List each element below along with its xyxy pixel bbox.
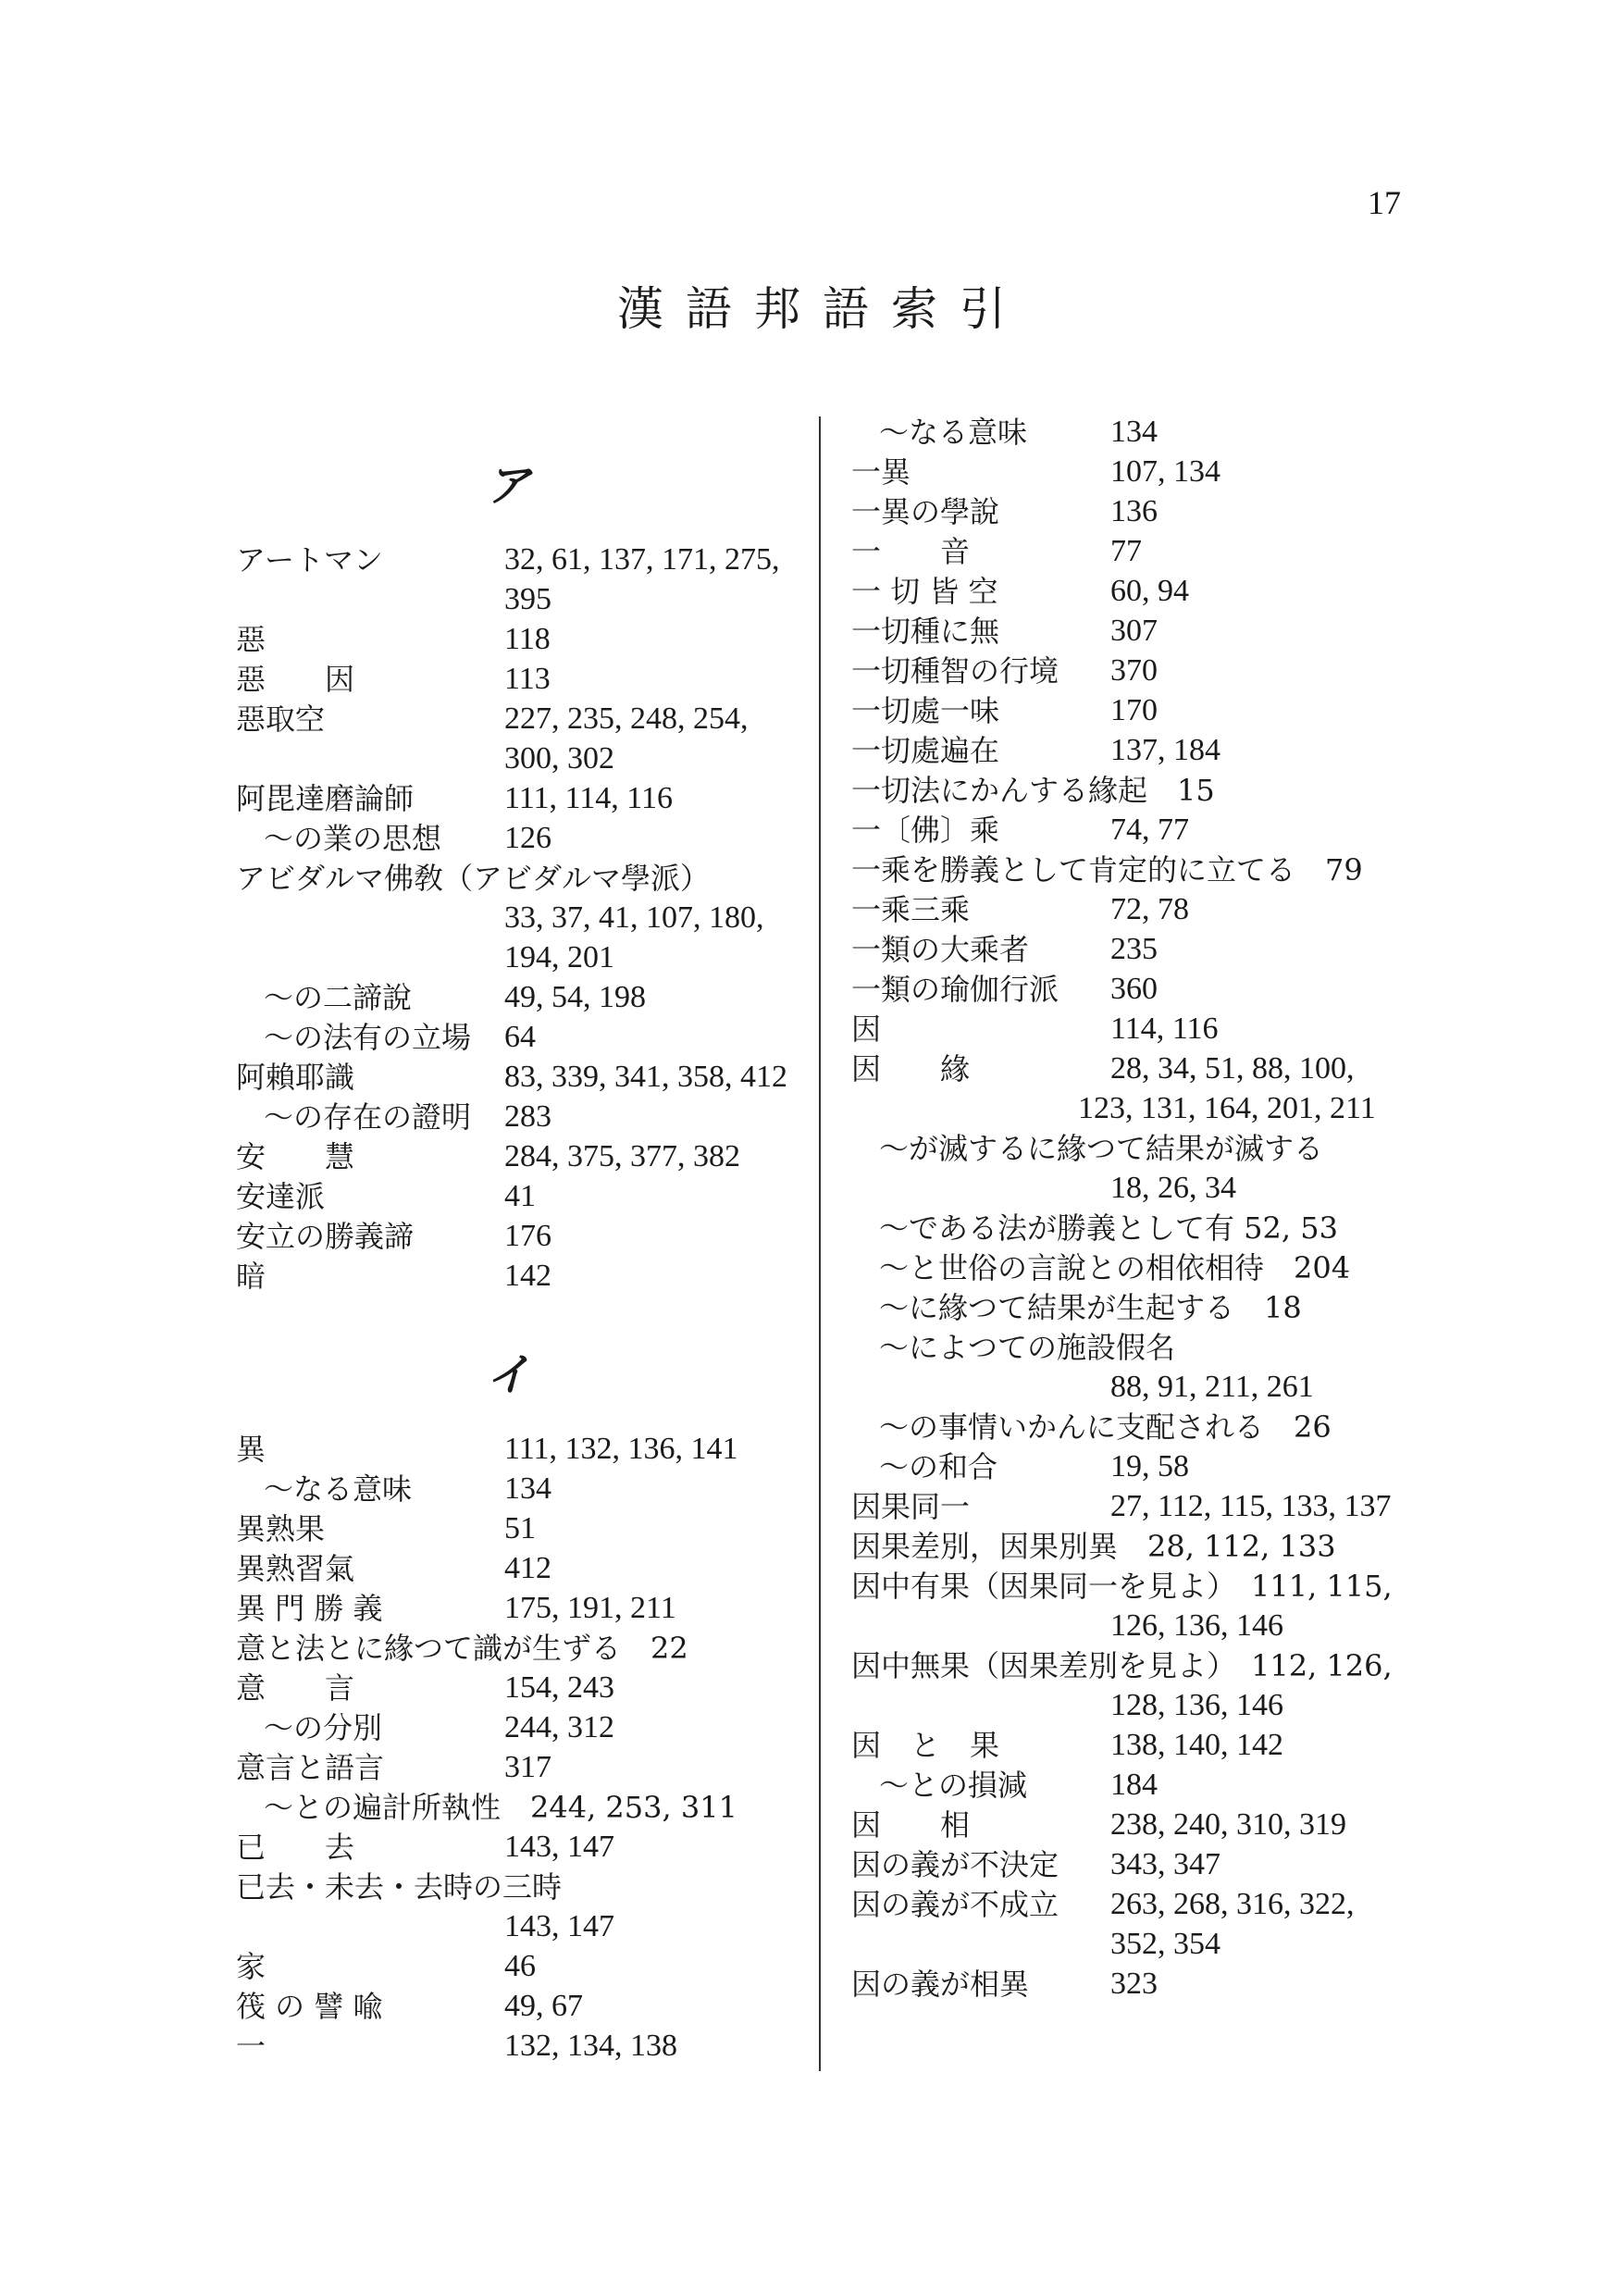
- index-term: 因果差別，因果別異 28, 112, 133: [851, 1529, 1336, 1564]
- index-pages: 33, 37, 41, 107, 180,: [504, 900, 764, 935]
- section-heading: ア: [486, 460, 531, 512]
- index-entry: [236, 1827, 828, 1868]
- index-pages: 134: [1110, 415, 1158, 449]
- index-entry: [236, 1548, 828, 1589]
- index-pages: 126: [504, 821, 551, 855]
- index-entry: [236, 1097, 828, 1137]
- index-pages: 113: [504, 662, 551, 696]
- index-entry: [851, 611, 1443, 652]
- index-entry: [851, 412, 1443, 453]
- index-term: 異熟果: [236, 1511, 326, 1546]
- index-entry: [851, 1367, 1443, 1408]
- index-term: ～と世俗の言說との相依相待 204: [879, 1250, 1351, 1285]
- index-pages: 49, 67: [504, 1989, 583, 2023]
- index-term: 阿毘達磨論師: [236, 781, 415, 816]
- index-pages: 132, 134, 138: [504, 2029, 677, 2063]
- index-entry: [851, 730, 1443, 771]
- index-pages: 244, 312: [504, 1710, 614, 1744]
- index-term: 意言と語言: [236, 1750, 385, 1785]
- index-term: ～に緣つて結果が生起する 18: [879, 1290, 1302, 1325]
- index-entry: [851, 651, 1443, 691]
- index-entry: [236, 1216, 828, 1257]
- index-term: 意と法とに緣つて識が生ずる 22: [236, 1631, 688, 1666]
- index-term: 一類の瑜伽行派: [851, 972, 1059, 1007]
- index-term: 一 切 皆 空: [851, 574, 998, 609]
- index-entry: [236, 1707, 828, 1748]
- index-entry: [851, 1088, 1443, 1129]
- index-term: 安達派: [236, 1179, 326, 1214]
- index-term: 惡: [236, 622, 266, 657]
- index-entry: [236, 1429, 828, 1470]
- index-term: ～の分別: [264, 1710, 383, 1745]
- index-term: 一切處一味: [851, 693, 1000, 728]
- index-term: 因果同一: [851, 1489, 971, 1524]
- index-pages: 111, 114, 116: [504, 781, 673, 815]
- index-entry: [851, 1327, 1443, 1368]
- index-pages: 317: [504, 1750, 551, 1784]
- index-pages: 142: [504, 1259, 551, 1293]
- index-pages: 114, 116: [1110, 1011, 1219, 1046]
- index-entry: [851, 1725, 1443, 1766]
- index-entry: [851, 1446, 1443, 1487]
- index-pages: 136: [1110, 494, 1158, 528]
- index-pages: 64: [504, 1020, 536, 1054]
- index-term: ～の二諦說: [264, 980, 413, 1015]
- index-pages: 126, 136, 146: [1110, 1608, 1283, 1643]
- index-entry: [851, 1208, 1443, 1248]
- index-entry: [851, 531, 1443, 572]
- index-entry: [851, 1805, 1443, 1845]
- index-term: 安立の勝義諦: [236, 1219, 415, 1254]
- index-pages: 154, 243: [504, 1670, 614, 1705]
- index-term: ～の存在の證明: [264, 1099, 472, 1135]
- index-term: 因 相: [851, 1807, 971, 1843]
- index-term: 已去・未去・去時の三時: [236, 1869, 563, 1905]
- index-pages: 138, 140, 142: [1110, 1728, 1283, 1762]
- index-pages: 32, 61, 137, 171, 275,: [504, 542, 780, 577]
- index-term: 因の義が不決定: [851, 1847, 1059, 1882]
- index-pages: 395: [504, 582, 551, 616]
- index-entry: [851, 571, 1443, 612]
- index-pages: 72, 78: [1110, 892, 1189, 926]
- index-term: 一異の學說: [851, 494, 1000, 529]
- index-pages: 360: [1110, 972, 1158, 1006]
- index-pages: 370: [1110, 653, 1158, 688]
- index-entry: [851, 1964, 1443, 2004]
- index-term: 一切種智の行境: [851, 653, 1059, 689]
- index-pages: 412: [504, 1551, 551, 1585]
- index-term: 異: [236, 1432, 266, 1467]
- page-number: 17: [1368, 184, 1401, 221]
- index-pages: 176: [504, 1219, 551, 1253]
- index-entry: [851, 1526, 1443, 1567]
- index-entry: [236, 1588, 828, 1629]
- index-entry: [236, 858, 828, 899]
- index-term: ～との損減: [879, 1768, 1028, 1803]
- index-pages: 194, 201: [504, 940, 614, 974]
- index-entry: [851, 1645, 1443, 1686]
- index-entry: [236, 1867, 828, 1907]
- index-term: 意 言: [236, 1670, 355, 1706]
- index-entry: [236, 540, 828, 580]
- index-entry: [236, 1906, 828, 1947]
- index-pages: 19, 58: [1110, 1449, 1189, 1483]
- index-pages: 283: [504, 1099, 551, 1134]
- index-pages: 284, 375, 377, 382: [504, 1139, 740, 1173]
- index-term: 因 緣: [851, 1051, 971, 1086]
- index-pages: 227, 235, 248, 254,: [504, 701, 749, 736]
- index-entry: [236, 579, 828, 620]
- index-entry: [851, 452, 1443, 492]
- index-entry: [851, 1844, 1443, 1885]
- index-pages: 88, 91, 211, 261: [1110, 1370, 1314, 1404]
- index-term: 一〔佛〕乘: [851, 813, 1000, 848]
- index-entry: [236, 1986, 828, 2027]
- index-entry: [236, 1256, 828, 1297]
- index-entry: [851, 1049, 1443, 1089]
- index-pages: 27, 112, 115, 133, 137: [1110, 1489, 1392, 1523]
- index-pages: 307: [1110, 614, 1158, 648]
- index-pages: 107, 134: [1110, 454, 1220, 489]
- index-entry: [236, 1057, 828, 1098]
- index-pages: 128, 136, 146: [1110, 1688, 1283, 1722]
- index-pages: 83, 339, 341, 358, 412: [504, 1060, 787, 1094]
- index-entry: [236, 1017, 828, 1058]
- index-entry: [851, 1685, 1443, 1726]
- index-entry: [236, 778, 828, 819]
- index-pages: 111, 132, 136, 141: [504, 1432, 738, 1466]
- index-pages: 74, 77: [1110, 813, 1189, 847]
- index-term: ～との遍計所執性 244, 253, 311: [264, 1790, 737, 1825]
- page-title: 漢語邦語索引: [617, 282, 1028, 336]
- index-entry: [851, 1486, 1443, 1527]
- index-term: 一類の大乘者: [851, 932, 1030, 967]
- index-entry: [236, 619, 828, 660]
- index-term: 一乘を勝義として肯定的に立てる 79: [851, 852, 1363, 887]
- index-entry: [236, 937, 828, 978]
- index-pages: 352, 354: [1110, 1927, 1220, 1961]
- index-pages: 77: [1110, 534, 1142, 568]
- index-term: 異 門 勝 義: [236, 1591, 383, 1626]
- index-entry: [236, 977, 828, 1018]
- index-entry: [236, 1668, 828, 1708]
- index-term: 阿賴耶識: [236, 1060, 355, 1095]
- index-entry: [236, 818, 828, 859]
- index-pages: 118: [504, 622, 551, 656]
- index-term: アートマン: [236, 542, 384, 577]
- index-entry: [851, 1247, 1443, 1288]
- index-term: 暗: [236, 1259, 266, 1294]
- index-term: ～の和合: [879, 1449, 998, 1484]
- index-pages: 323: [1110, 1967, 1158, 2001]
- index-entry: [851, 1407, 1443, 1447]
- index-entry: [851, 1009, 1443, 1049]
- index-term: 因の義が相異: [851, 1967, 1030, 2002]
- index-pages: 18, 26, 34: [1110, 1171, 1236, 1205]
- index-pages: 175, 191, 211: [504, 1591, 676, 1625]
- index-pages: 123, 131, 164, 201, 211: [1078, 1091, 1376, 1125]
- index-pages: 143, 147: [504, 1909, 614, 1943]
- index-term: 一: [236, 2029, 266, 2064]
- index-term: ～である法が勝義として有 52, 53: [879, 1210, 1338, 1246]
- index-term: ～なる意味: [264, 1471, 413, 1507]
- index-pages: 46: [504, 1949, 536, 1983]
- index-term: 家: [236, 1949, 266, 1984]
- index-term: 因の義が不成立: [851, 1887, 1059, 1922]
- index-term: 一切種に無: [851, 614, 1000, 649]
- index-pages: 170: [1110, 693, 1158, 727]
- index-term: 惡取空: [236, 701, 326, 737]
- index-term: 因: [851, 1011, 882, 1047]
- index-entry: [851, 889, 1443, 930]
- index-entry: [236, 1946, 828, 1987]
- index-term: 一切處遍在: [851, 733, 1000, 768]
- index-term: 一切法にかんする緣起 15: [851, 773, 1215, 808]
- index-entry: [236, 1628, 828, 1669]
- index-entry: [851, 1765, 1443, 1806]
- index-term: 已 去: [236, 1830, 355, 1865]
- index-pages: 238, 240, 310, 319: [1110, 1807, 1346, 1842]
- section-heading: イ: [486, 1349, 531, 1401]
- index-term: ～の業の思想: [264, 821, 442, 856]
- index-pages: 343, 347: [1110, 1847, 1220, 1881]
- index-term: ～の事情いかんに支配される 26: [879, 1409, 1332, 1445]
- index-entry: [851, 690, 1443, 731]
- index-entry: [236, 1508, 828, 1549]
- index-entry: [851, 850, 1443, 890]
- index-entry: [851, 969, 1443, 1010]
- index-entry: [851, 929, 1443, 970]
- index-entry: [236, 659, 828, 700]
- index-entry: [236, 898, 828, 938]
- index-pages: 235: [1110, 932, 1158, 966]
- index-entry: [236, 699, 828, 739]
- index-term: 異熟習氣: [236, 1551, 355, 1586]
- index-term: ～によつての施設假名: [879, 1330, 1176, 1365]
- index-entry: [851, 1566, 1443, 1607]
- index-pages: 263, 268, 316, 322,: [1110, 1887, 1355, 1921]
- index-term: 一 音: [851, 534, 971, 569]
- index-term: 一乘三乘: [851, 892, 971, 927]
- index-entry: [851, 1128, 1443, 1169]
- index-pages: 49, 54, 198: [504, 980, 646, 1014]
- index-entry: [851, 1606, 1443, 1646]
- index-entry: [851, 1924, 1443, 1965]
- index-pages: 134: [504, 1471, 551, 1506]
- index-pages: 300, 302: [504, 741, 614, 776]
- index-term: 因 と 果: [851, 1728, 1000, 1763]
- index-pages: 60, 94: [1110, 574, 1189, 608]
- index-entry: [236, 1747, 828, 1788]
- index-entry: [236, 738, 828, 779]
- index-entry: [236, 1787, 828, 1828]
- index-pages: 184: [1110, 1768, 1158, 1802]
- index-term: 惡 因: [236, 662, 355, 697]
- index-term: 因中無果（因果差別を見よ） 112, 126,: [851, 1648, 1393, 1683]
- index-term: 筏 の 譬 喩: [236, 1989, 383, 2024]
- index-pages: 143, 147: [504, 1830, 614, 1864]
- index-term: ～の法有の立場: [264, 1020, 472, 1055]
- index-pages: 51: [504, 1511, 536, 1545]
- index-entry: [236, 1136, 828, 1177]
- index-entry: [851, 770, 1443, 811]
- index-term: 一異: [851, 454, 911, 490]
- index-entry: [236, 1176, 828, 1217]
- index-entry: [851, 1287, 1443, 1328]
- index-entry: [851, 491, 1443, 532]
- index-term: ～なる意味: [879, 415, 1028, 450]
- index-entry: [236, 2026, 828, 2066]
- index-entry: [236, 1469, 828, 1509]
- index-term: アビダルマ佛敎（アビダルマ學派）: [236, 861, 711, 896]
- index-entry: [851, 1884, 1443, 1925]
- index-pages: 137, 184: [1110, 733, 1220, 767]
- index-pages: 28, 34, 51, 88, 100,: [1110, 1051, 1355, 1086]
- index-term: ～が滅するに緣つて結果が滅する: [879, 1131, 1324, 1166]
- index-entry: [851, 810, 1443, 850]
- index-entry: [851, 1168, 1443, 1209]
- index-pages: 41: [504, 1179, 536, 1213]
- index-term: 因中有果（因果同一を見よ） 111, 115,: [851, 1569, 1393, 1604]
- index-term: 安 慧: [236, 1139, 355, 1174]
